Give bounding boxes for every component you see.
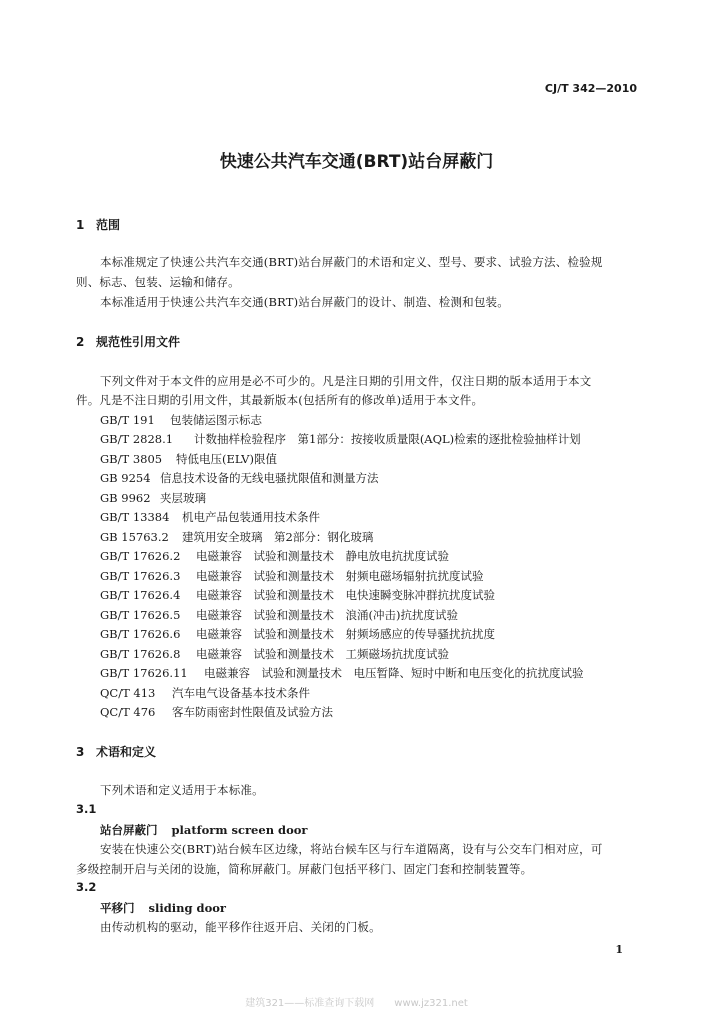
standard-code: CJ/T 342—2010 <box>544 82 637 95</box>
reference-code: GB/T 17626.4 <box>100 588 181 602</box>
reference-item <box>100 665 584 681</box>
reference-item <box>100 704 333 720</box>
reference-item <box>100 509 320 525</box>
watermark: 建筑321——标准查询下载网 www.jz321.net <box>245 998 468 1009</box>
reference-item <box>100 626 495 642</box>
reference-item <box>100 587 495 603</box>
term-chinese: 平移门 <box>100 901 135 915</box>
reference-title: 包装储运图示标志 <box>170 413 262 427</box>
references-intro-line: 下列文件对于本文件的应用是必不可少的。凡是注日期的引用文件，仅注日期的版本适用于本文 <box>100 374 592 388</box>
reference-title: 电磁兼容 试验和测量技术 工频磁场抗扰度试验 <box>196 647 449 661</box>
reference-code: GB/T 17626.5 <box>100 608 181 622</box>
term-english: sliding door <box>148 901 226 915</box>
term-definition-line: 多级控制开启与关闭的设施，简称屏蔽门。屏蔽门包括平移门、固定门套和控制装置等。 <box>76 862 533 876</box>
reference-code: GB 9254 <box>100 471 151 485</box>
term-english: platform screen door <box>171 823 308 837</box>
reference-title: 电磁兼容 试验和测量技术 电快速瞬变脉冲群抗扰度试验 <box>196 588 495 602</box>
reference-code: GB/T 13384 <box>100 510 170 524</box>
reference-title: 汽车电气设备基本技术条件 <box>172 686 310 700</box>
reference-title: 计数抽样检验程序 第1部分：按接收质量限(AQL)检索的逐批检验抽样计划 <box>194 432 581 446</box>
term-definition: 由传动机构的驱动，能平移作往返开启、关闭的门板。 <box>100 920 381 934</box>
reference-title: 电磁兼容 试验和测量技术 电压暂降、短时中断和电压变化的抗扰度试验 <box>204 666 584 680</box>
reference-code: GB 15763.2 <box>100 530 169 544</box>
scope-paragraph-line: 则、标志、包装、运输和储存。 <box>76 275 240 289</box>
section-title: 术语和定义 <box>96 745 157 759</box>
section-number: 1 <box>76 218 85 232</box>
scope-paragraph: 本标准适用于快速公共汽车交通(BRT)站台屏蔽门的设计、制造、检测和包装。 <box>100 295 509 309</box>
reference-item <box>100 607 458 623</box>
reference-item <box>100 490 206 506</box>
reference-item <box>100 568 484 584</box>
section-3-heading <box>76 743 156 760</box>
reference-code: GB/T 191 <box>100 413 155 427</box>
reference-code: GB/T 17626.3 <box>100 569 181 583</box>
term-definition-line: 安装在快速公交(BRT)站台候车区边缘，将站台候车区与行车道隔离，设有与公交车门相对应，可 <box>100 842 603 856</box>
section-2-heading <box>76 333 180 350</box>
reference-item <box>100 470 379 486</box>
reference-code: GB/T 3805 <box>100 452 163 466</box>
reference-title: 信息技术设备的无线电骚扰限值和测量方法 <box>160 471 379 485</box>
reference-item <box>100 646 449 662</box>
reference-title: 电磁兼容 试验和测量技术 射频电磁场辐射抗扰度试验 <box>196 569 484 583</box>
page-number: 1 <box>615 943 623 956</box>
reference-item <box>100 529 373 545</box>
scope-paragraph-line: 本标准规定了快速公共汽车交通(BRT)站台屏蔽门的术语和定义、型号、要求、试验方法、检验规 <box>100 255 603 269</box>
section-title: 规范性引用文件 <box>96 335 181 349</box>
reference-title: 建筑用安全玻璃 第2部分：钢化玻璃 <box>182 530 374 544</box>
reference-title: 电磁兼容 试验和测量技术 浪涌(冲击)抗扰度试验 <box>196 608 458 622</box>
reference-code: GB/T 17626.6 <box>100 627 181 641</box>
reference-code: GB/T 2828.1 <box>100 432 174 446</box>
reference-item <box>100 548 449 564</box>
section-1-heading <box>76 216 120 233</box>
document-title: 快速公共汽车交通(BRT)站台屏蔽门 <box>219 152 494 172</box>
reference-title: 特低电压(ELV)限值 <box>176 452 277 466</box>
reference-code: GB/T 17626.11 <box>100 666 188 680</box>
reference-title: 电磁兼容 试验和测量技术 射频场感应的传导骚扰抗扰度 <box>196 627 495 641</box>
reference-title: 夹层玻璃 <box>160 491 206 505</box>
reference-item <box>100 451 277 467</box>
term-heading <box>100 822 308 838</box>
section-number: 2 <box>76 335 85 349</box>
references-intro-line: 件。凡是不注日期的引用文件，其最新版本(包括所有的修改单)适用于本文件。 <box>76 393 484 407</box>
reference-code: QC/T 413 <box>100 686 156 700</box>
terms-intro: 下列术语和定义适用于本标准。 <box>100 783 264 797</box>
reference-code: GB/T 17626.2 <box>100 549 181 563</box>
section-number: 3 <box>76 745 85 759</box>
reference-code: GB/T 17626.8 <box>100 647 181 661</box>
section-title: 范围 <box>96 218 121 232</box>
reference-title: 电磁兼容 试验和测量技术 静电放电抗扰度试验 <box>196 549 449 563</box>
term-number: 3.1 <box>76 802 97 816</box>
reference-item <box>100 431 581 447</box>
term-number: 3.2 <box>76 880 97 894</box>
reference-item <box>100 412 262 428</box>
reference-title: 机电产品包装通用技术条件 <box>182 510 320 524</box>
term-heading <box>100 900 226 916</box>
term-chinese: 站台屏蔽门 <box>100 823 158 837</box>
reference-code: QC/T 476 <box>100 705 156 719</box>
reference-code: GB 9962 <box>100 491 151 505</box>
reference-item <box>100 685 310 701</box>
reference-title: 客车防雨密封性限值及试验方法 <box>172 705 333 719</box>
